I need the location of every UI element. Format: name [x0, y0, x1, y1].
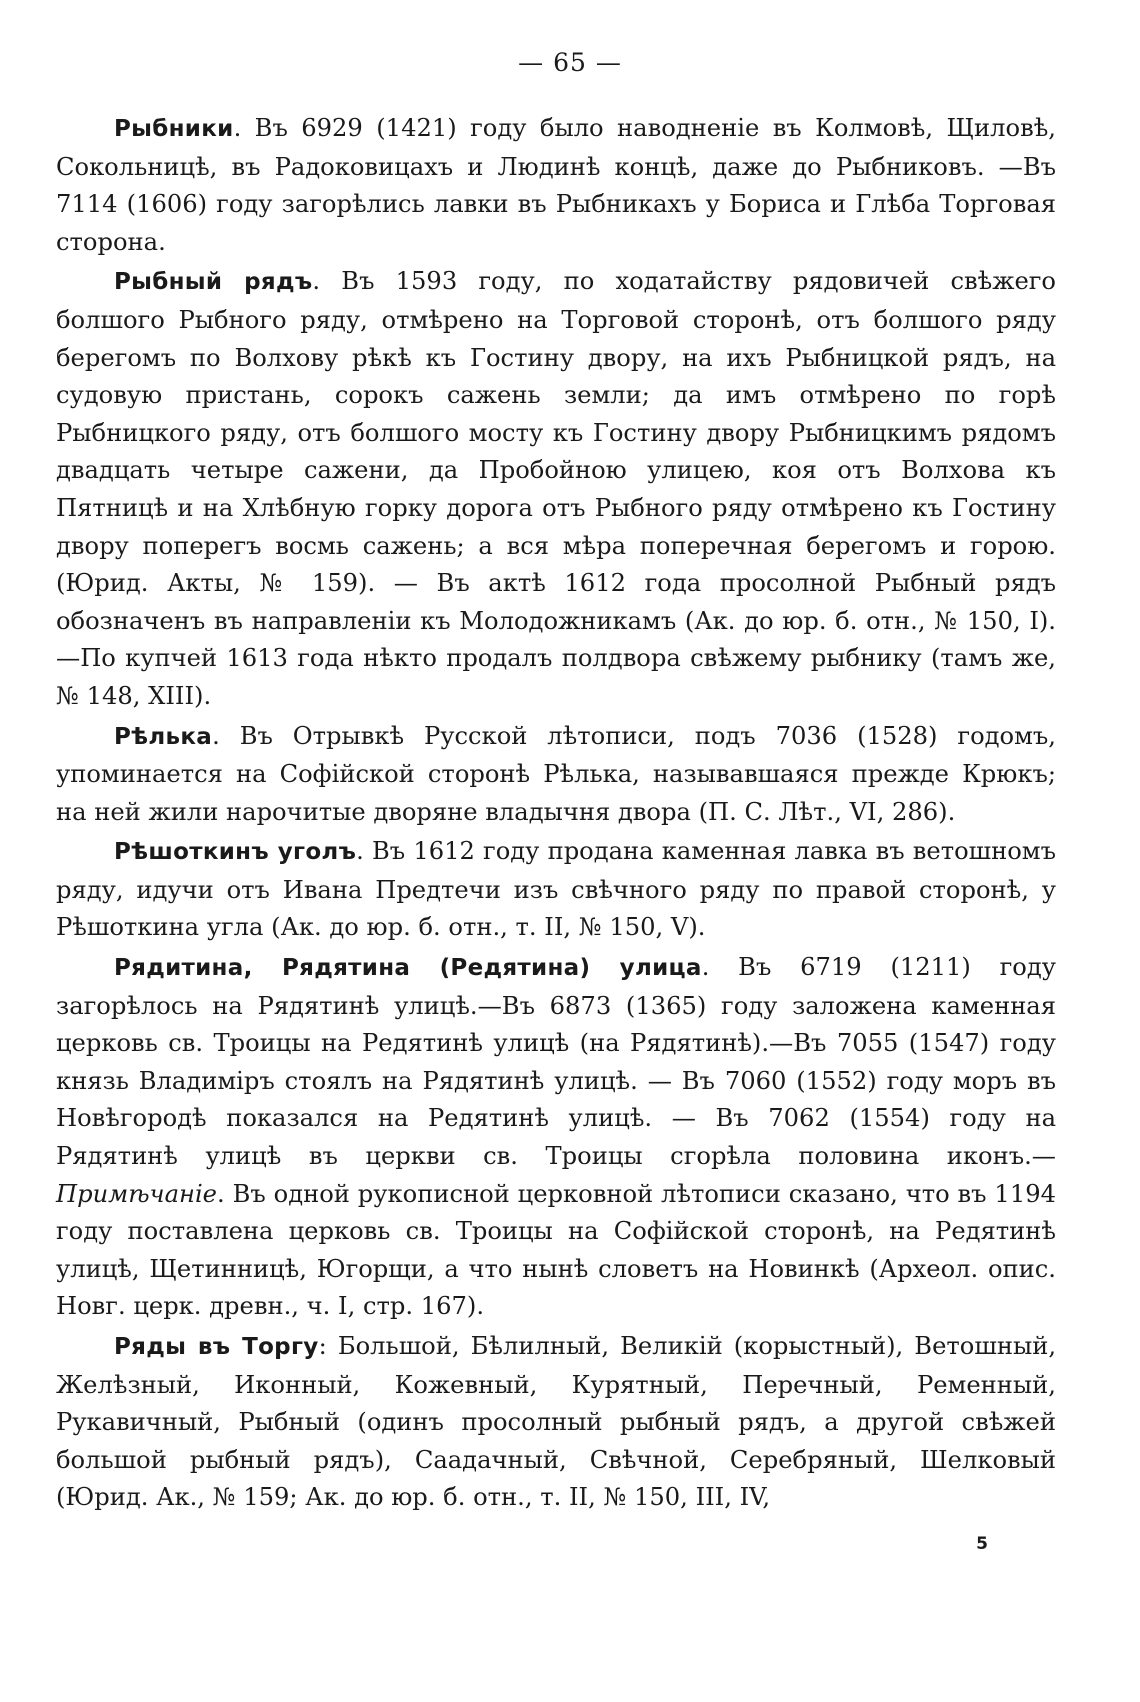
entry-reshotkin-ugol: [56, 833, 1056, 947]
entry-term: Рядитина, Рядятина (Редятина) улица: [114, 955, 702, 982]
entry-italic-note: Примѣчаніе: [56, 1179, 217, 1208]
article-body: [56, 110, 1056, 1519]
entry-term: Рыбники: [114, 116, 234, 142]
entry-term: Ряды въ Торгу: [114, 1334, 319, 1360]
entry-text-continued: . Въ одной рукописной церковной лѣтописи сказано, что въ 1194 году поставлена церковь св. Троицы на Софійской сторонѣ, на Редятинѣ улицѣ, Щетинницѣ, Югорщи, а что нынѣ словетъ на Новинкѣ (Археол. опис. Новг. церк. древн., ч. I, стр. 167).: [56, 1179, 1056, 1321]
entry-term: Рѣшоткинъ уголъ: [114, 839, 357, 866]
entry-relka: [56, 718, 1056, 832]
entry-text: . Въ 6929 (1421) году было наводненіе въ Колмовѣ, Щиловѣ, Сокольницѣ, въ Радоковицахъ и Людинѣ концѣ, даже до Рыбниковъ. —Въ 7114 (1606) году загорѣлись лавки въ Рыбникахъ у Бориса и Глѣба Торговая сторона.: [56, 114, 1056, 256]
entry-riaditina-ulitsa: [56, 949, 1056, 1326]
printer-signature-mark: 5: [976, 1534, 988, 1554]
entry-rybniki: [56, 110, 1056, 261]
entry-text: . Въ Отрывкѣ Русской лѣтописи, подъ 7036 (1528) годомъ, упоминается на Софійской сторонѣ Рѣлька, называвшаяся прежде Крюкъ; на ней жили нарочитые дворяне владычня двора (П. С. Лѣт., VI, 286).: [56, 721, 1056, 826]
entry-term: Рыбный рядъ: [114, 269, 313, 296]
entry-term: Рѣлька: [114, 723, 213, 750]
entry-text: . Въ 1593 году, по ходатайству рядовичей свѣжего болшого Рыбного ряду, отмѣрено на Торговой сторонѣ, отъ болшого ряду берегомъ по Волхову рѣкѣ къ Гостину двору, на ихъ Рыбницкой рядъ, на судовую пристань, сорокъ сажень земли; да имъ отмѣрено по горѣ Рыбницкого ряду, отъ болшого мосту къ Гостину двору Рыбницкимъ рядомъ двадцать четыре сажени, да Пробойною улицею, коя отъ Волхова къ Пятницѣ и на Хлѣбную горку дорога отъ Рыбного ряду отмѣрено къ Гостину двору поперегъ восмь сажень; а вся мѣра поперечная берегомъ и горою. (Юрид. Акты, № 159). — Въ актѣ 1612 года просолной Рыбный рядъ обозначенъ въ направленіи къ Молодожникамъ (Ак. до юр. б. отн., № 150, I).—По купчей 1613 года нѣкто продалъ полдвора свѣжему рыбнику (тамъ же, № 148, XIII).: [56, 267, 1056, 710]
entry-riady-v-torgu: [56, 1328, 1056, 1517]
page-number: — 65 —: [518, 48, 622, 77]
entry-rybnyi-riad: [56, 263, 1056, 715]
entry-text: . Въ 1612 году продана каменная лавка въ ветошномъ ряду, идучи отъ Ивана Предтечи изъ свѣчного ряду по правой сторонѣ, у Рѣшоткина угла (Ак. до юр. б. отн., т. II, № 150, V).: [56, 837, 1057, 942]
entry-text: : Большой, Бѣлилный, Великій (корыстный), Ветошный, Желѣзный, Иконный, Кожевный, Курятный, Перечный, Ременный, Рукавичный, Рыбный (одинъ просолный рыбный рядъ, а другой свѣжей большой рыбный рядъ), Саадачный, Свѣчной, Серебряный, Шелковый (Юрид. Ак., № 159; Ак. до юр. б. отн., т. II, № 150, III, IV,: [56, 1332, 1057, 1512]
entry-text: . Въ 6719 (1211) году загорѣлось на Рядятинѣ улицѣ.—Въ 6873 (1365) году заложена каменная церковь св. Троицы на Редятинѣ улицѣ (на Рядятинѣ).—Въ 7055 (1547) году князь Владиміръ стоялъ на Рядятинѣ улицѣ. — Въ 7060 (1552) году моръ въ Новѣгородѣ показался на Редятинѣ улицѣ. — Въ 7062 (1554) году на Рядятинѣ улицѣ въ церкви св. Троицы сгорѣла половина иконъ.—: [56, 953, 1056, 1171]
